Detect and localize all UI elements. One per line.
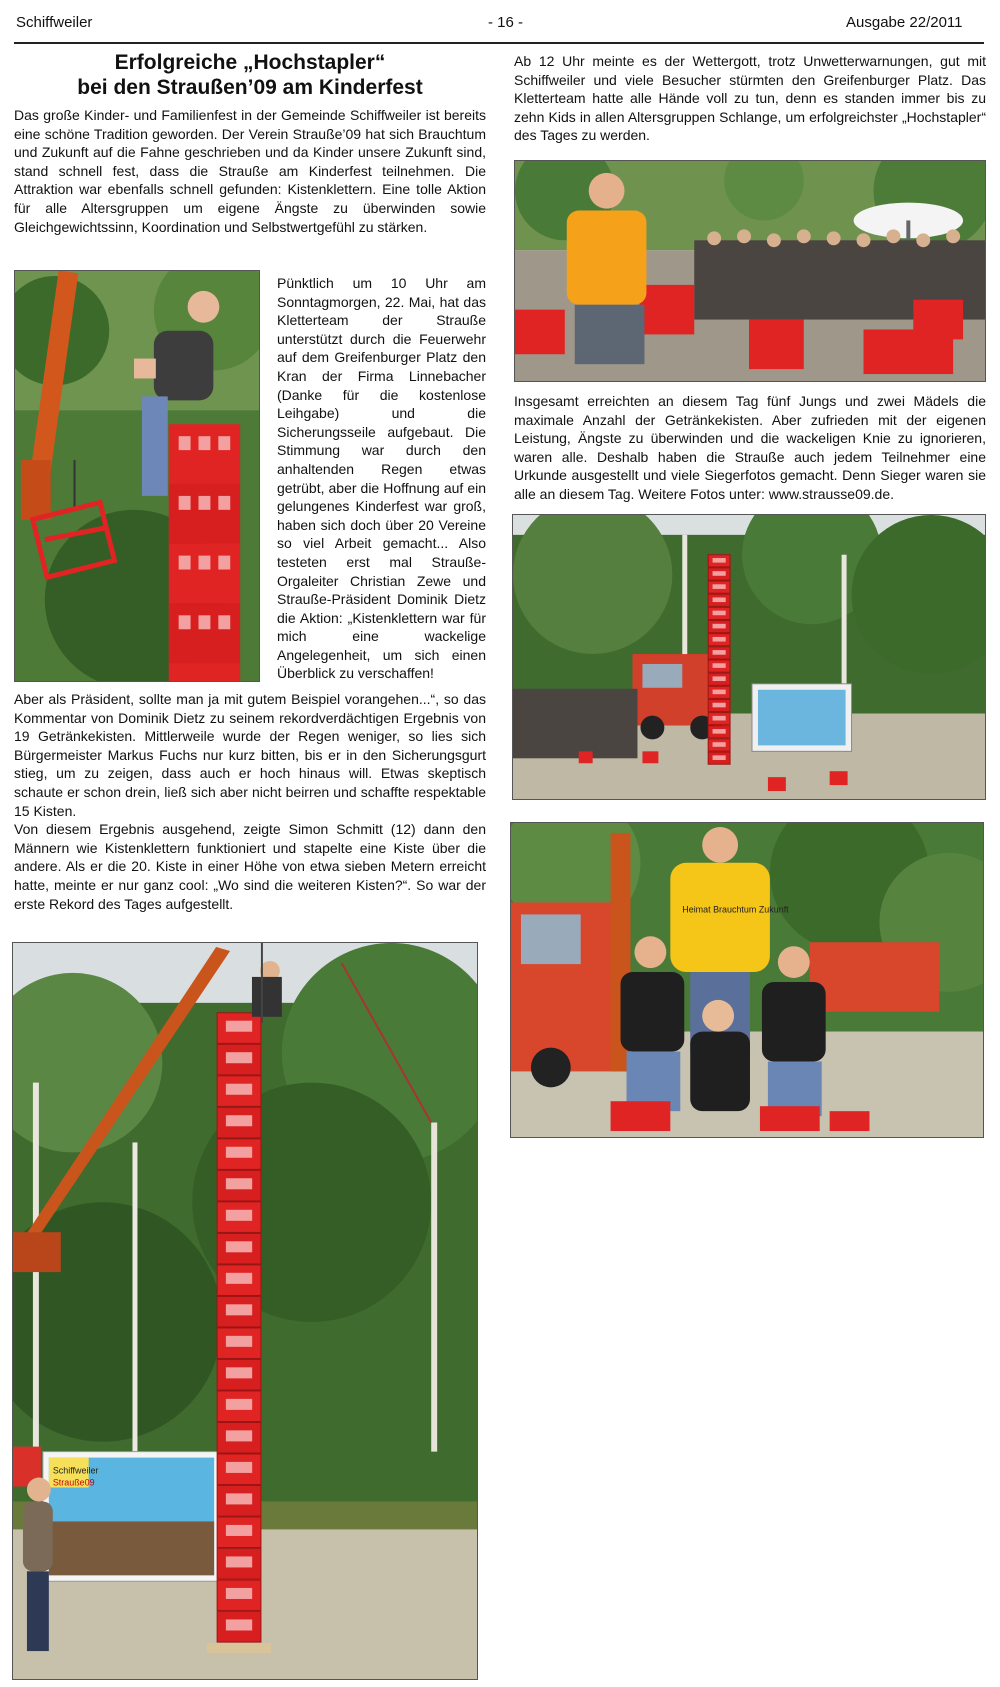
crate-handle <box>226 1367 252 1378</box>
crate-handle <box>713 650 726 655</box>
crate-handle <box>226 1525 252 1536</box>
continue-paragraph: Aber als Präsident, sollte man ja mit gutem Beispiel vorangehen...“, so das Kommentar von Dominik Dietz zu seinem rekordverdächtigen Ergebnis von 19 Getränkekisten. Mittlerweile wurde der Regen weniger, so lies sich Bürgermeister Markus Fuchs nur kurz bitten, bis er in den Sicherungsgurt stieg, um zu zeigen, dass auch er hoch hinaus will. Etwas skeptisch schaute er schon drein, ließ sich aber nicht beirren und schaffte respektable 15 Kisten. <box>14 691 486 819</box>
crate-handle <box>713 558 726 563</box>
crate-handle <box>713 624 726 629</box>
crate-handle <box>226 1556 252 1567</box>
header-issue: Ausgabe 22/2011 <box>846 14 963 31</box>
crate-handle <box>713 703 726 708</box>
photo-crate-tower <box>12 942 478 1680</box>
crate-handle <box>226 1619 252 1630</box>
intro-paragraph: Das große Kinder- und Familienfest in der Gemeinde Schiffweiler ist bereits eine schöne Tradition geworden. Der Verein Strauße’09 hat sich Brauchtum und Zukunft auf die Fahne geschrieben und da Kinder unsere Zukunft sind, stand schnell fest, dass die Strauße am Kinderfest teilnehmen. Die Attraktion war ebenfalls schnell gefunden: Kistenklettern. Eine tolle Aktion für alle Altersgruppen um eigene Ängste zu überwinden sowie Gleichgewichtssinn, Koordination und Selbstwertgefühl zu stärken. <box>14 107 486 235</box>
simon-paragraph: Von diesem Ergebnis ausgehend, zeigte Simon Schmitt (12) dann den Männern wie Kistenklettern funktioniert und stapelte eine Kiste über die andere. Als er die 20. Kiste in einer Höhe von etwa sieben Metern erreicht hatte, meinte er nur ganz cool: „Wo sind die weiteren Kisten?“. So war der erste Rekord des Tages aufgestellt. <box>14 821 486 912</box>
crate-handle <box>226 1084 252 1095</box>
photo-truck-tower <box>512 514 986 800</box>
article-right-top <box>514 52 986 145</box>
crate-handle <box>226 1241 252 1252</box>
shirt-text-yellow: Heimat Brauchtum Zukunft <box>682 904 789 915</box>
header-page-number: - 16 - <box>488 14 524 31</box>
article-intro <box>14 106 486 236</box>
crate-handle <box>713 742 726 747</box>
crate-handle <box>713 690 726 695</box>
crate-handle <box>713 716 726 721</box>
header-rule <box>14 42 984 44</box>
article-title-line-1: Erfolgreiche „Hochstapler“ <box>114 51 386 74</box>
crate-handle <box>713 729 726 734</box>
photo-winners <box>510 822 984 1138</box>
crate-handle <box>226 1178 252 1189</box>
right-middle-paragraph: Insgesamt erreichten an diesem Tag fünf Jungs und zwei Mädels die maximale Anzahl der Getränkekisten. Aber zufrieden mit der eigenen Leistung, Ängste zu überwinden und die wackeligen Knie zu ignorieren, waren alle. Deshalb haben die Strauße auch jedem Teilnehmer eine Urkunde ausgestellt und viele Siegerfotos gemacht. Denn Sieger waren sie alle an diesem Tag. Weitere Fotos unter: www.strausse09.de. <box>514 393 986 502</box>
crate-handle <box>713 584 726 589</box>
side-paragraph: Pünktlich um 10 Uhr am Sonntagmorgen, 22. Mai, hat das Kletterteam der Strauße unterstützt durch die Feuerwehr auf dem Greifenburger Platz den Kran der Firma Linnebacher (Danke für die kostenlose Leihgabe) und die Sicherungsseile aufgebaut. Die Stimmung war durch den anhaltenden Regen etwas getrübt, aber die Hoffnung auf ein gelungenes Kinderfest war groß, haben sich doch über 20 Vereine so viel Arbeit gemacht... Also testeten erst mal Strauße-Orgaleiter Christian Zewe und Strauße-Präsident Dominik Dietz die Aktion: „Kistenklettern war für mich eine wackelige Angelegenheit, um sich einen Überblick zu verschaffen! <box>277 275 486 682</box>
photo-crowd-crates <box>514 160 986 382</box>
header-town: Schiffweiler <box>16 14 93 31</box>
crate-handle <box>226 1399 252 1410</box>
article-right-middle <box>514 392 986 504</box>
crate-handle <box>226 1336 252 1347</box>
crate-handle <box>713 663 726 668</box>
crate-tower <box>217 1013 261 1642</box>
photo-president-climbing <box>14 270 260 682</box>
banner-text-1: Schiffweiler <box>52 1465 99 1476</box>
crate-handle <box>713 597 726 602</box>
article-title-line-2: bei den Straußen’09 am Kinderfest <box>77 76 423 99</box>
crate-handle <box>226 1462 252 1473</box>
crate-handle <box>226 1115 252 1126</box>
crate-handle <box>226 1273 252 1284</box>
crate-handle <box>226 1210 252 1221</box>
crate-handle <box>226 1430 252 1441</box>
right-top-paragraph: Ab 12 Uhr meinte es der Wettergott, trotz Unwetterwarnungen, gut mit Schiffweiler und viele Besucher stürmten den Greifenburger Platz. Das Kletterteam hatte alle Hände voll zu tun, denn es standen immer bis zu zehn Kids in allen Altersgruppen Schlange, um erfolgreichster „Hochstapler“ des Tages zu werden. <box>514 53 986 144</box>
article-continuation <box>14 690 486 913</box>
crate-handle <box>713 637 726 642</box>
crate-handle <box>713 571 726 576</box>
crate-handle <box>226 1147 252 1158</box>
article-side-column <box>277 274 486 683</box>
crate-handle <box>713 755 726 760</box>
article-title <box>14 50 486 100</box>
banner-text-2: Strauße09 <box>52 1477 95 1488</box>
crate-handle <box>226 1588 252 1599</box>
crate-handle <box>713 676 726 681</box>
crate-handle <box>713 611 726 616</box>
crate-tower-small <box>708 555 730 765</box>
crate-handle <box>226 1021 252 1032</box>
crate-handle <box>226 1052 252 1063</box>
crate-handle <box>226 1304 252 1315</box>
crate-handle <box>226 1493 252 1504</box>
